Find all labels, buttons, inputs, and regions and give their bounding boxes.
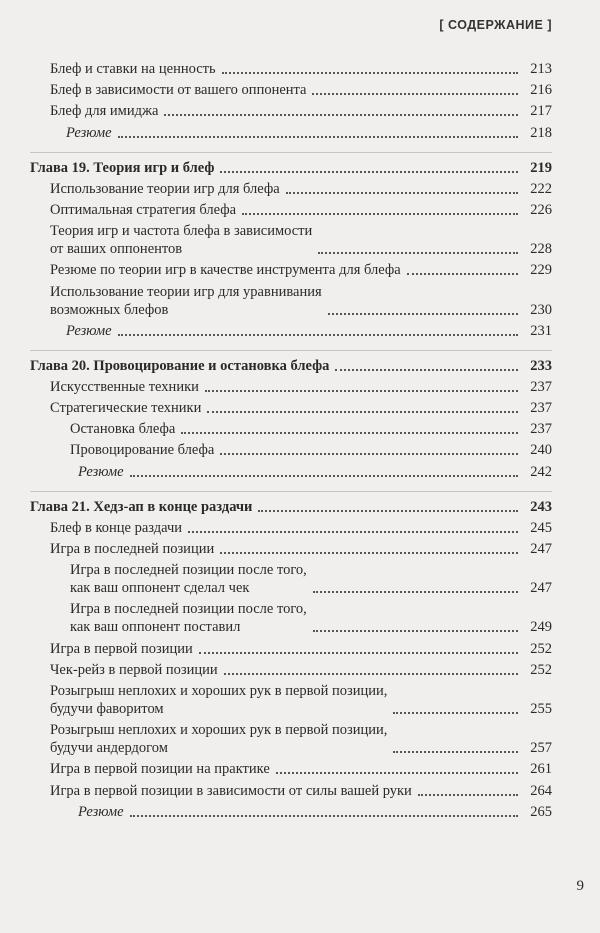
toc-entry-title: Игра в первой позиции в зависимости от силы вашей руки: [50, 782, 412, 799]
toc-entry-title: Теория игр и частота блефа в зависимости от ваших оппонентов: [50, 223, 313, 258]
table-of-contents: [30, 60, 552, 824]
running-header: [ СОДЕРЖАНИЕ ]: [439, 18, 552, 32]
toc-entry[interactable]: [30, 60, 552, 78]
toc-entry-title: Блеф в конце раздачи: [50, 519, 183, 536]
toc-entry[interactable]: [30, 261, 552, 279]
toc-entry-title: Игра в последней позиции после того, как ваш оппонент поставил: [70, 601, 307, 636]
dot-leader: [181, 432, 518, 434]
toc-entry[interactable]: [30, 102, 552, 120]
dot-leader: [328, 313, 518, 315]
toc-entry-title: Игра в последней позиции: [50, 541, 215, 557]
toc-entry[interactable]: [30, 180, 552, 198]
toc-chapter-entry[interactable]: [30, 357, 552, 375]
dot-leader: [222, 72, 518, 74]
toc-entry[interactable]: [30, 441, 552, 459]
toc-summary-entry[interactable]: [30, 322, 552, 340]
toc-entry-page: 213: [530, 61, 552, 77]
dot-leader: [199, 652, 518, 654]
page-number: 9: [576, 878, 584, 894]
toc-entry-title: Блеф для имиджа: [50, 103, 159, 120]
dot-leader: [418, 794, 518, 796]
toc-entry-page: 255: [530, 700, 552, 717]
toc-entry-title: Искусственные техники: [50, 378, 199, 395]
toc-entry-page: 237: [530, 400, 552, 417]
toc-entry-page: 265: [530, 803, 552, 820]
toc-entry-page: 247: [530, 580, 552, 597]
toc-summary-entry[interactable]: [30, 124, 552, 142]
dot-leader: [130, 815, 518, 817]
toc-entry[interactable]: [30, 201, 552, 219]
toc-entry-page: 237: [530, 421, 552, 438]
dot-leader: [312, 93, 518, 95]
toc-entry-page: 237: [530, 378, 552, 395]
toc-entry[interactable]: [30, 81, 552, 99]
toc-entry-page: 216: [530, 82, 552, 99]
toc-section: [30, 152, 552, 340]
toc-entry-page: 242: [530, 463, 552, 480]
toc-entry[interactable]: [30, 540, 552, 558]
toc-section: [30, 491, 552, 821]
toc-entry-title: Использование теории игр для уравнивания возможных блефов: [50, 283, 322, 318]
dot-leader: [335, 369, 518, 371]
toc-entry-title: Резюме: [78, 463, 124, 480]
toc-entry[interactable]: [30, 561, 552, 597]
toc-entry-page: 245: [530, 519, 552, 536]
toc-entry-title: Игра в первой позиции: [50, 640, 193, 657]
toc-entry-page: 261: [530, 761, 552, 778]
toc-entry-title: Игра в последней позиции после того, как ваш оппонент сделал чек: [70, 562, 307, 597]
dot-leader: [205, 390, 518, 392]
toc-entry-title: Провоцирование блефа: [70, 442, 215, 459]
toc-entry-page: 247: [530, 541, 552, 557]
toc-entry-page: 226: [530, 201, 552, 218]
toc-entry[interactable]: [30, 399, 552, 417]
dot-leader: [393, 751, 518, 753]
toc-entry-page: 264: [530, 782, 552, 799]
dot-leader: [258, 510, 518, 512]
dot-leader: [164, 114, 518, 116]
toc-entry-title: Блеф и ставки на ценность: [50, 61, 216, 77]
toc-entry[interactable]: [30, 222, 552, 258]
toc-entry[interactable]: [30, 782, 552, 800]
toc-entry-page: 230: [530, 301, 552, 318]
dot-leader: [242, 213, 518, 215]
toc-entry-page: 218: [530, 124, 552, 141]
toc-entry[interactable]: [30, 661, 552, 679]
dot-leader: [393, 712, 518, 714]
toc-entry-title: Остановка блефа: [70, 421, 176, 438]
toc-entry-page: 252: [530, 640, 552, 657]
toc-entry-page: 229: [530, 262, 552, 279]
toc-entry-title: Блеф в зависимости от вашего оппонента: [50, 82, 307, 99]
dot-leader: [130, 475, 518, 477]
toc-chapter-entry[interactable]: [30, 159, 552, 177]
toc-summary-entry[interactable]: [30, 803, 552, 821]
dot-leader: [220, 453, 518, 455]
toc-entry-title: Резюме по теории игр в качестве инструмента для блефа: [50, 262, 401, 279]
dot-leader: [276, 772, 518, 774]
toc-entry-title: Стратегические техники: [50, 400, 202, 417]
toc-section: [30, 350, 552, 481]
dot-leader: [313, 630, 518, 632]
toc-entry-title: Резюме: [66, 322, 112, 339]
toc-entry-page: 240: [530, 442, 552, 459]
dot-leader: [118, 136, 518, 138]
dot-leader: [407, 273, 518, 275]
toc-entry-title: Розыгрыш неплохих и хороших рук в первой позиции, будучи фаворитом: [50, 682, 388, 717]
toc-entry-title: Глава 19. Теория игр и блеф: [30, 159, 215, 176]
toc-entry[interactable]: [30, 420, 552, 438]
toc-summary-entry[interactable]: [30, 463, 552, 481]
toc-entry[interactable]: [30, 682, 552, 718]
dot-leader: [318, 252, 518, 254]
toc-entry[interactable]: [30, 378, 552, 396]
toc-entry[interactable]: [30, 721, 552, 757]
toc-entry-title: Резюме: [66, 124, 112, 141]
toc-entry-title: Глава 21. Хедз-ап в конце раздачи: [30, 498, 253, 515]
toc-chapter-entry[interactable]: [30, 498, 552, 516]
toc-entry-page: 219: [530, 159, 552, 176]
dot-leader: [188, 531, 518, 533]
toc-entry-title: Розыгрыш неплохих и хороших рук в первой позиции, будучи андердогом: [50, 722, 388, 757]
dot-leader: [286, 192, 518, 194]
dot-leader: [118, 334, 518, 336]
toc-section: [30, 60, 552, 142]
toc-entry-title: Глава 20. Провоцирование и остановка блефа: [30, 357, 330, 374]
toc-entry-page: 252: [530, 661, 552, 678]
toc-entry-title: Использование теории игр для блефа: [50, 180, 280, 197]
toc-entry[interactable]: [30, 283, 552, 319]
toc-entry-title: Оптимальная стратегия блефа: [50, 201, 237, 218]
dot-leader: [220, 171, 518, 173]
toc-entry-page: 257: [530, 740, 552, 757]
toc-entry[interactable]: [30, 600, 552, 636]
toc-entry-page: 231: [530, 322, 552, 339]
toc-entry[interactable]: [30, 640, 552, 658]
toc-entry-page: 243: [530, 498, 552, 515]
dot-leader: [224, 673, 518, 675]
toc-entry-title: Резюме: [78, 803, 124, 820]
toc-entry-page: 249: [530, 619, 552, 636]
dot-leader: [313, 591, 518, 593]
dot-leader: [220, 552, 518, 554]
toc-entry-page: 233: [530, 357, 552, 374]
toc-entry[interactable]: [30, 519, 552, 537]
toc-entry-title: Игра в первой позиции на практике: [50, 761, 270, 778]
dot-leader: [207, 411, 518, 413]
toc-entry-page: 217: [530, 103, 552, 120]
toc-entry-title: Чек-рейз в первой позиции: [50, 661, 218, 678]
toc-entry-page: 228: [530, 241, 552, 258]
toc-entry[interactable]: [30, 760, 552, 778]
toc-entry-page: 222: [530, 180, 552, 197]
